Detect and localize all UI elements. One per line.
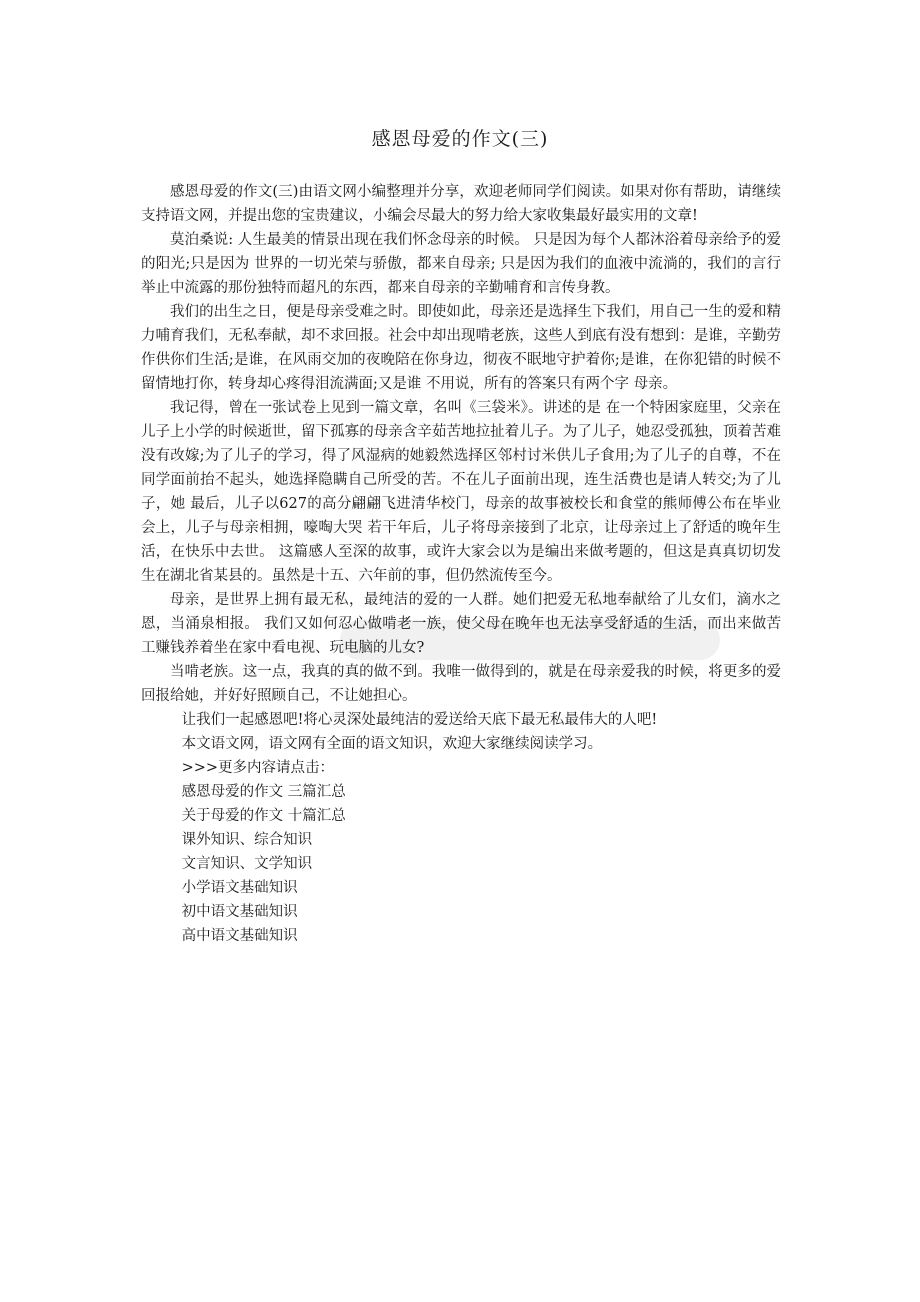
paragraph-intro: 感恩母爱的作文(三)由语文网小编整理并分享，欢迎老师同学们阅读。如果对你有帮助，请继续支持语文网，并提出您的宝贵建议，小编会尽最大的努力给大家收集最好最实用的文章! <box>141 184 781 224</box>
link-primary-chinese-basics[interactable]: 小学语文基础知识 <box>181 880 298 896</box>
paragraph-three-bags-of-rice: 我记得，曾在一张试卷上见到一篇文章，名叫《三袋米》。讲述的是 在一个特困家庭里，父亲在儿子上小学的时候逝世，留下孤寡的母亲含辛茹苦地拉扯着儿子。为了儿子，她忍受孤独，顶着苦难没有改嫁;为了儿子的学习，得了风湿病的她毅然选择区邻村讨米供儿子食用;为了儿子的自尊，不在同学面前抬不起头，她选择隐瞒自己所受的苦。不在儿子面前出现，连生活费也是请人转交;为了儿子，她 最后，儿子以627的高分翩翩飞进清华校门，母亲的故事被校长和食堂的熊师傅公布在毕业会上，儿子与母亲相拥，嚎啕大哭 若干年后，儿子将母亲接到了北京，让母亲过上了舒适的晚年生活，在快乐中去世。 这篇感人至深的故事，或许大家会以为是编出来做考题的，但这是真真切切发生在湖北省某县的。虽然是十五、六年前的事，但仍然流传至今。 <box>141 400 781 584</box>
more-content-prompt: >>>更多内容请点击： <box>181 760 335 776</box>
link-classical-literary-knowledge[interactable]: 文言知识、文学知识 <box>181 856 313 872</box>
paragraph-repay: 当啃老族。这一点，我真的真的做不到。我唯一做得到的，就是在母亲爱我的时候，将更多的爱回报给她，并好好照顾自己，不让她担心。 <box>141 664 781 704</box>
closing-line-gratitude: 让我们一起感恩吧!将心灵深处最纯洁的爱送给天底下最无私最伟大的人吧! <box>181 712 658 728</box>
link-mother-love-essays-10[interactable]: 关于母爱的作文 十篇汇总 <box>181 808 346 824</box>
paragraph-maupassant-quote: 莫泊桑说: 人生最美的情景出现在我们怀念母亲的时候。 只是因为每个人都沐浴着母亲给予的爱的阳光;只是因为 世界的一切光荣与骄傲，都来自母亲; 只是因为我们的血液中流淌的，我们的言行举止中流露的那份独特而超凡的东西，都来自母亲的辛勤哺育和言传身教。 <box>141 232 781 296</box>
document-body <box>141 180 781 948</box>
link-extracurricular-knowledge[interactable]: 课外知识、综合知识 <box>181 832 313 848</box>
paragraph-selfless-love: 母亲，是世界上拥有最无私，最纯洁的爱的一人群。她们把爱无私地奉献给了儿女们，滴水之恩，当涌泉相报。 我们又如何忍心做啃老一族，使父母在晚年也无法享受舒适的生活，而出来做苦工赚钱养着坐在家中看电视、玩电脑的儿女? <box>141 592 781 656</box>
link-senior-chinese-basics[interactable]: 高中语文基础知识 <box>181 928 298 944</box>
paragraph-birth: 我们的出生之日，便是母亲受难之时。即使如此，母亲还是选择生下我们，用自己一生的爱和精力哺育我们，无私奉献，却不求回报。社会中却出现啃老族，这些人到底有没有想到：是谁，辛勤劳作供你们生活;是谁，在风雨交加的夜晚陪在你身边，彻夜不眠地守护着你;是谁，在你犯错的时候不留情地打你，转身却心疼得泪流满面;又是谁 不用说，所有的答案只有两个字 母亲。 <box>141 304 781 392</box>
link-junior-chinese-basics[interactable]: 初中语文基础知识 <box>181 904 298 920</box>
document-title: 感恩母爱的作文(三) <box>371 128 549 150</box>
link-mother-love-essays-3[interactable]: 感恩母爱的作文 三篇汇总 <box>181 784 346 800</box>
closing-line-site-note: 本文语文网，语文网有全面的语文知识，欢迎大家继续阅读学习。 <box>181 736 603 752</box>
